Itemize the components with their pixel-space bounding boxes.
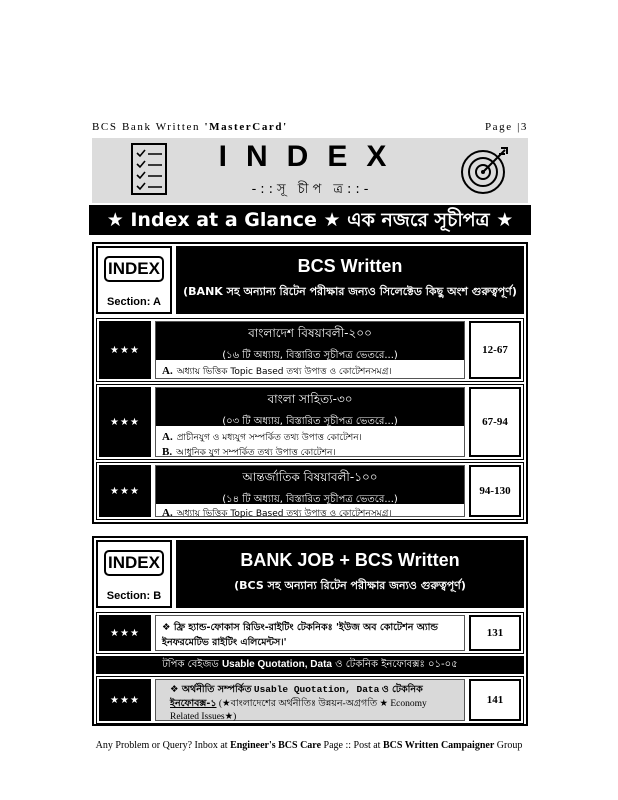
row-content	[155, 321, 465, 379]
footer-bold-1: Engineer's BCS Care	[230, 740, 322, 751]
section-a	[92, 242, 528, 524]
footer-text-2: Page :: Post at	[323, 740, 381, 751]
item-letter: A.	[162, 365, 173, 377]
index-banner	[92, 138, 528, 203]
row-content	[155, 465, 465, 517]
row-title: বাংলা সাহিত্য-৩০	[267, 392, 353, 406]
usable-bar-suffix: ও টেকনিক ইনফোবক্সঃ ০১-০৫	[335, 659, 458, 670]
star-rating: ★★★	[99, 465, 151, 517]
page-range: 131	[469, 615, 521, 651]
row-item	[162, 506, 392, 521]
index-row[interactable]	[96, 676, 524, 724]
header-title	[92, 121, 288, 133]
line1-bold: Usable Quotation, Data	[253, 684, 380, 695]
row-line-2	[170, 697, 458, 711]
row-subtitle: (১৪ টি অধ্যায়, বিস্তারিত সূচীপত্র ভেতরে...)	[222, 494, 398, 505]
glance-bar: ★ Index at a Glance ★ এক নজরে সূচীপত্র ★	[89, 205, 531, 235]
index-title: INDEX	[218, 140, 406, 173]
row-title: বাংলাদেশ বিষয়াবলী-২০০	[248, 326, 372, 340]
footer	[0, 740, 618, 751]
page-range: 94-130	[469, 465, 521, 517]
item-text: অধ্যায় ভিত্তিক Topic Based তথ্য উপাত্ত ও কোটেশনসমগ্র।	[176, 509, 392, 519]
section-b-label: Section: B	[106, 590, 162, 602]
section-b-title: BANK JOB + BCS Written	[240, 550, 460, 570]
star-rating: ★★★	[99, 387, 151, 457]
line1-prefix: ❖ অর্থনীতি সম্পর্কিত	[170, 684, 252, 695]
section-a-title-box	[176, 246, 524, 314]
item-letter: A.	[162, 431, 173, 443]
page-range: 141	[469, 679, 521, 721]
row-item	[162, 445, 336, 460]
row-title: আন্তর্জাতিক বিষয়াবলী-১০০	[242, 470, 378, 484]
header-prefix: BCS Bank Written	[92, 121, 201, 133]
line1-suffix: ও টেকনিক	[381, 684, 423, 695]
section-b-subtitle: (BCS সহ অন্যান্য রিটেন পরীক্ষার জন্যও গুরুত্বপূর্ণ)	[234, 579, 466, 592]
section-a-index-label: INDEX	[104, 256, 164, 282]
item-letter: B.	[162, 446, 173, 458]
section-a-label: Section: A	[107, 296, 161, 308]
section-a-header	[96, 246, 524, 314]
target-icon	[459, 144, 511, 196]
header-brand: 'MasterCard'	[204, 121, 288, 133]
row-title-box	[156, 322, 464, 360]
index-row[interactable]	[96, 384, 524, 460]
row-subtitle: (১৬ টি অধ্যায়, বিস্তারিত সূচীপত্র ভেতরে...)	[222, 350, 398, 361]
item-letter: A.	[162, 507, 173, 519]
index-row[interactable]	[96, 318, 524, 382]
line2-rest: (★বাংলাদেশের অর্থনীতিঃ উন্নয়ন-অগ্রগতি ★ Economy	[218, 699, 427, 709]
item-text: প্রাচীনযুগ ও মধ্যযুগ সম্পর্কিত তথ্য উপাত্ত কোটেশন।	[176, 433, 362, 443]
section-a-badge	[96, 246, 172, 314]
page-range: 12-67	[469, 321, 521, 379]
usable-quotation-bar	[96, 656, 524, 674]
footer-text-3: Group	[496, 740, 523, 751]
usable-bar-bold: Usable Quotation, Data	[221, 659, 332, 670]
row-title-box	[156, 388, 464, 426]
row-title-box	[156, 466, 464, 504]
row-content	[155, 679, 465, 721]
row-line-3: Related Issues★)	[170, 712, 237, 722]
section-b-header	[96, 540, 524, 608]
row-subtitle: (০৩ টি অধ্যায়, বিস্তারিত সূচীপত্র ভেতরে...)	[222, 416, 398, 427]
index-subtitle: -::সূ চীপ ত্র::-	[251, 182, 373, 197]
page-range: 67-94	[469, 387, 521, 457]
item-text: অধ্যায় ভিত্তিক Topic Based তথ্য উপাত্ত ও কোটেশনসমগ্র।	[176, 367, 392, 377]
section-a-subtitle: (BANK সহ অন্যান্য রিটেন পরীক্ষার জন্যও সিলেক্টেড কিছু অংশ গুরুত্বপূর্ণ)	[183, 285, 517, 298]
row-item	[162, 364, 392, 379]
index-row[interactable]	[96, 612, 524, 654]
row-item	[162, 430, 362, 445]
section-b-badge	[96, 540, 172, 608]
usable-bar-prefix: টপিক বেইজড	[162, 659, 219, 670]
line2-bold: ইনফোবক্স-১	[170, 698, 217, 709]
row-text: ❖ ফ্রি হ্যান্ড-ফোকাস রিডিং-রাইটিং টেকনিকঃ 'ইউজ অব কোটেশন অ্যান্ড ইনফরমেটিভ রাইটিং এলিমেন্টস।'	[155, 615, 465, 651]
row-content	[155, 387, 465, 457]
star-rating: ★★★	[99, 321, 151, 379]
item-text: আধুনিক যুগ সম্পর্কিত তথ্য উপাত্ত কোটেশন।	[176, 448, 336, 458]
section-b-index-label: INDEX	[104, 550, 164, 576]
row-line-1	[170, 683, 458, 697]
footer-text-1: Any Problem or Query? Inbox at	[95, 740, 228, 751]
star-rating: ★★★	[99, 679, 151, 721]
footer-bold-2: BCS Written Campaigner	[382, 740, 495, 751]
page-number: Page |3	[484, 121, 528, 133]
star-rating: ★★★	[99, 615, 151, 651]
section-b	[92, 536, 528, 726]
section-b-title-box	[176, 540, 524, 608]
checklist-icon	[130, 142, 168, 196]
index-row[interactable]	[96, 462, 524, 520]
section-a-title: BCS Written	[297, 256, 403, 276]
